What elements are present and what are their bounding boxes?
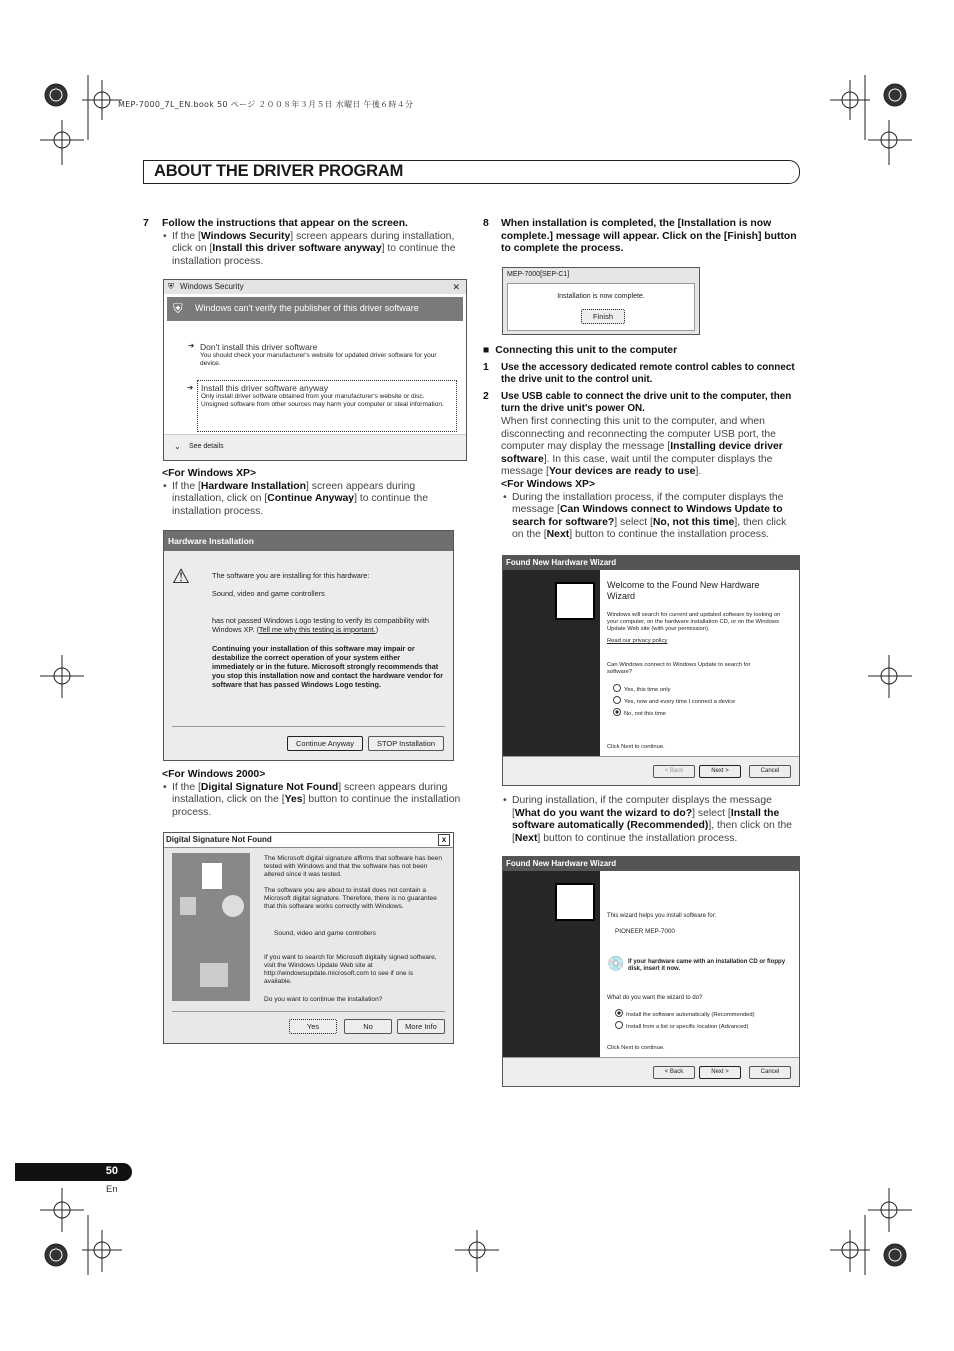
insert-cd-text: If your hardware came with an installation CD or floppy disk, insert it now. [628, 959, 786, 972]
windows-security-screenshot [163, 279, 467, 461]
wizard-heading: Welcome to the Found New Hardware Wizard [607, 580, 760, 601]
wizard-button-bar [503, 1057, 799, 1086]
language-code: En [106, 1184, 118, 1195]
connecting-section [483, 345, 799, 542]
arrow-icon: ➔ [187, 383, 194, 392]
hardware-icon [555, 883, 595, 921]
window-titlebar: Found New Hardware Wizard [503, 857, 799, 871]
step-number: 7 [143, 218, 149, 229]
no-button[interactable]: No [344, 1019, 392, 1034]
divider [172, 1011, 445, 1012]
window-titlebar: MEP-7000[SEP-C1] [507, 271, 570, 278]
book-header-info: MEP-7000_7L_EN.book 50 ページ ２００８年３月５日 水曜日 午後６時４分 [118, 100, 414, 109]
shield-icon: ⛨ [168, 282, 174, 291]
ds-text-2: The software you are about to install does not contain a Microsoft digital signature. Therefore, there is no guarantee that this software works correctly with Windows. [264, 887, 437, 910]
device-name: PIONEER MEP-7000 [615, 928, 675, 935]
step-number: 8 [483, 218, 489, 229]
window-titlebar: ⛨ Windows Security ✕ [164, 280, 466, 294]
page-number: 50 [105, 1165, 118, 1177]
digital-signature-screenshot [163, 832, 454, 1044]
close-icon[interactable]: x [438, 834, 450, 846]
install-complete-screenshot [502, 267, 700, 335]
wizard-question: Can Windows connect to Windows Update to search for software? [607, 662, 751, 675]
xp-section-left [162, 468, 462, 518]
next-button[interactable]: Next > [699, 1066, 741, 1079]
divider [172, 726, 445, 727]
bullet-text: • If the [Hardware Installation] screen appears during installation, click on [Continue Anyway] to continue the installation process. [163, 480, 429, 517]
radio-no[interactable]: No, not this time [613, 708, 666, 719]
continue-instruction: Click Next to continue. [607, 744, 665, 750]
dialog-body [507, 283, 695, 331]
square-bullet-icon: ■ [483, 345, 490, 356]
hw-text-2: Sound, video and game controllers [212, 589, 325, 598]
bullet-text: • If the [Windows Security] screen appears during installation, click on [Install this driver software anyway] to continue the installation process. [163, 230, 456, 267]
radio-yes-always[interactable]: Yes, now and every time I connect a device [613, 696, 735, 707]
warning-header: ⛨ Windows can't verify the publisher of this driver software [167, 297, 463, 321]
cd-icon: 💿 [607, 955, 625, 971]
window-titlebar: Digital Signature Not Found x [164, 833, 453, 848]
computer-illustration [172, 853, 250, 1001]
continue-anyway-button[interactable]: Continue Anyway [287, 736, 363, 751]
complete-message: Installation is now complete. [557, 293, 645, 300]
found-new-hardware-wizard-2 [502, 856, 800, 1087]
yes-button[interactable]: Yes [289, 1019, 337, 1034]
stop-installation-button[interactable]: STOP Installation [368, 736, 444, 751]
tell-me-why-link[interactable]: Tell me why this testing is important. [258, 625, 376, 634]
cancel-button[interactable]: Cancel [749, 765, 791, 778]
bullet-text: • During installation, if the computer displays the message [What do you want the wizard to do?] select [Install the software automatically (Recommended)], then click on the [Next] button to continue the installation process. [503, 795, 793, 844]
page-title: ABOUT THE DRIVER PROGRAM [154, 162, 404, 180]
warning-icon: ⚠ [172, 566, 190, 588]
radio-yes-once[interactable]: Yes, this time only [613, 684, 671, 695]
next-button[interactable]: Next > [699, 765, 741, 778]
radio-install-auto[interactable]: Install the software automatically (Recommended) [615, 1009, 755, 1020]
section-heading: ■ Connecting this unit to the computer [483, 345, 678, 356]
chevron-down-icon[interactable]: ⌄ [174, 442, 181, 451]
cancel-button[interactable]: Cancel [749, 1066, 791, 1079]
step-heading: When installation is completed, the [Installation is now complete.] message will appear. Click on the [Finish] button to complete the process. [501, 218, 797, 255]
step-heading: Follow the instructions that appear on the screen. [162, 218, 408, 229]
finish-button[interactable]: Finish [581, 309, 625, 324]
ds-text-1: The Microsoft digital signature affirms that software has been tested with Windows and that the software has not been altered since it was tested. [264, 855, 442, 878]
see-details-link[interactable]: See details [189, 443, 224, 450]
hardware-icon [555, 582, 595, 620]
wizard-text: Windows will search for current and updated software by looking on your computer, on the hardware installation CD, or on the Windows Update Web site (with your permission). [607, 612, 781, 632]
step-2: 2 Use USB cable to connect the drive unit to the computer, then turn the drive unit's power ON. When first connecting this unit to the computer, and when disconnecting and reconnecting the computer USB port, the computer may display the message [Installing device driver software]. In this case, wait until the computer displays the message [Your devices are ready to use]. <For Windows XP> • During the installation process, if the computer displays the message [Can Windows connect to Windows Update to search for software?] select [No, not this time], then click on the [Next] button to continue the installation process. [483, 391, 799, 542]
back-button[interactable]: < Back [653, 765, 695, 778]
radio-install-list[interactable]: Install from a list or specific location (Advanced) [615, 1021, 748, 1032]
ds-text-4: If you want to search for Microsoft digitally signed software, visit the Windows Update Web site at http://windowsupdate.microsoft.com to see if one is available. [264, 954, 437, 985]
details-bar [164, 434, 466, 460]
step-2-paragraph: When first connecting this unit to the computer, and when disconnecting and reconnecting the computer USB port, the computer may display the message [Installing device driver software]. In this case, wait until the computer displays the message [Your devices are ready to use]. [501, 415, 783, 478]
back-button[interactable]: < Back [653, 1066, 695, 1079]
window-titlebar: Hardware Installation [164, 531, 453, 551]
privacy-policy-link[interactable]: Read our privacy policy [607, 638, 668, 644]
found-new-hardware-wizard-1 [502, 555, 800, 786]
bullet-text: • If the [Digital Signature Not Found] screen appears during installation, click on the [Yes] button to continue the installation process. [163, 781, 461, 818]
bullet-text: • During the installation process, if the computer displays the message [Can Windows connect to Windows Update to search for software?] select [No, not this time], then click on the [Next] button to continue the installation process. [503, 491, 787, 541]
more-info-button[interactable]: More Info [397, 1019, 445, 1034]
close-icon[interactable]: ✕ [452, 282, 460, 292]
option-install-anyway[interactable]: ➔ Install this driver software anyway Only install driver software obtained from your manufacturer's website or disc. Unsigned software from other sources may harm your computer or steal information. [197, 380, 457, 432]
wizard-side-panel [503, 871, 600, 1058]
ds-text-5: Do you want to continue the installation? [264, 996, 383, 1003]
continue-instruction: Click Next to continue. [607, 1045, 665, 1051]
hardware-installation-screenshot [163, 530, 454, 761]
warning-shield-icon: ⛨ [173, 301, 183, 316]
wizard-side-panel [503, 570, 600, 757]
subheading-xp: <For Windows XP> [501, 478, 596, 490]
step-1: 1 Use the accessory dedicated remote control cables to connect the drive unit to the control unit. [483, 361, 795, 386]
subheading-xp: <For Windows XP> [162, 468, 257, 479]
section-banner [143, 160, 800, 184]
ds-text-3: Sound, video and game controllers [274, 930, 376, 937]
left-column [143, 218, 461, 268]
hw-text-1: The software you are installing for this hardware: [212, 571, 370, 580]
arrow-icon: ➔ [188, 341, 195, 350]
hw-text-3: has not passed Windows Logo testing to verify its compatibility with Windows XP. (Tell me why this testing is important.) [212, 616, 429, 634]
hw-warning-text: Continuing your installation of this software may impair or destabilize the correct operation of your system either immediately or in the future. Microsoft strongly recommends that you stop this installation now and contact the hardware vendor for software that has passed Windows Logo testing. [212, 644, 444, 689]
wizard-text: This wizard helps you install software for: [607, 913, 717, 919]
window-titlebar: Found New Hardware Wizard [503, 556, 799, 570]
wizard-question: What do you want the wizard to do? [607, 995, 703, 1001]
page-number-tab [15, 1163, 132, 1181]
step8-block [483, 218, 799, 256]
wizard-button-bar [503, 756, 799, 785]
option-dont-install[interactable]: ➔ Don't install this driver software You should check your manufacturer's website for updated driver software for your device. [188, 341, 437, 367]
subheading-w2k: <For Windows 2000> [162, 769, 266, 780]
w2k-section [162, 769, 462, 819]
